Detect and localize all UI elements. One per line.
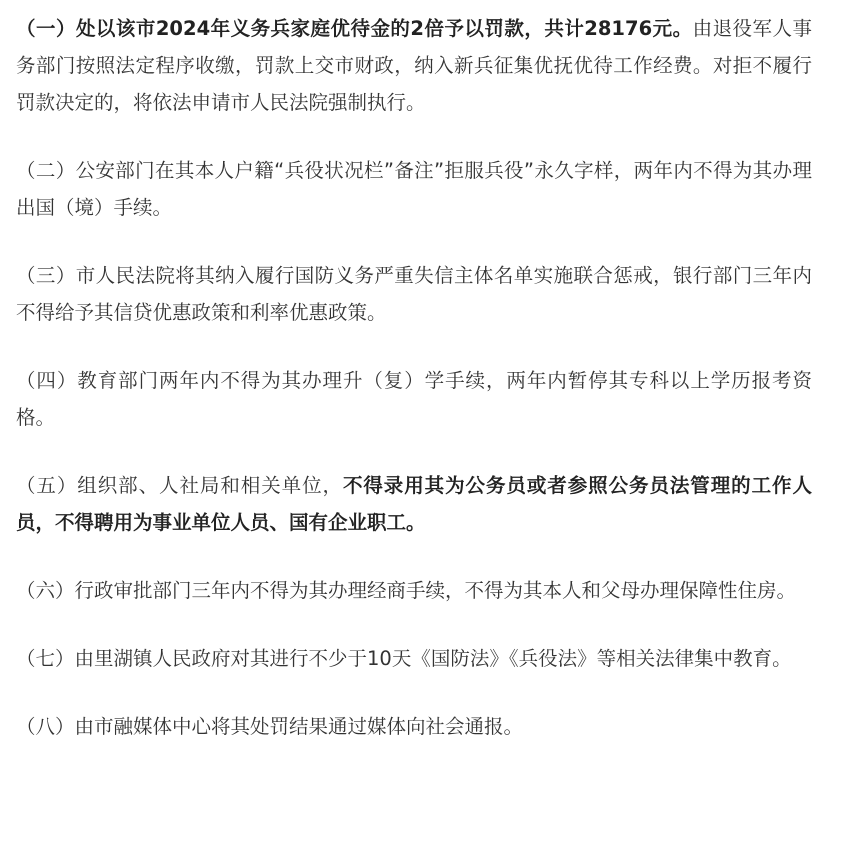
paragraph-3-text: （三）市人民法院将其纳入履行国防义务严重失信主体名单实施联合惩戒，银行部门三年内不得给予其信贷优惠政策和利率优惠政策。 bbox=[16, 264, 812, 324]
paragraph-5-bold: 不得录用其为公务员或者参照公务员法管理的工作人员，不得聘用为事业单位人员、国有企业职工。 bbox=[16, 474, 812, 534]
paragraph-6 bbox=[16, 572, 812, 609]
article-body bbox=[16, 10, 812, 745]
paragraph-1 bbox=[16, 10, 812, 121]
paragraph-7-text: （七）由里湖镇人民政府对其进行不少于10天《国防法》《兵役法》等相关法律集中教育。 bbox=[16, 647, 792, 670]
paragraph-1-bold: （一）处以该市2024年义务兵家庭优待金的2倍予以罚款，共计28176元。 bbox=[16, 17, 693, 40]
paragraph-2 bbox=[16, 152, 812, 226]
paragraph-8-text: （八）由市融媒体中心将其处罚结果通过媒体向社会通报。 bbox=[16, 715, 524, 738]
paragraph-5 bbox=[16, 467, 812, 541]
paragraph-6-text: （六）行政审批部门三年内不得为其办理经商手续，不得为其本人和父母办理保障性住房。 bbox=[16, 579, 797, 602]
paragraph-1-text: 由退役军人事务部门按照法定程序收缴，罚款上交市财政，纳入新兵征集优抚优待工作经费。对拒不履行罚款决定的，将依法申请市人民法院强制执行。 bbox=[16, 17, 812, 114]
paragraph-4-text: （四）教育部门两年内不得为其办理升（复）学手续，两年内暂停其专科以上学历报考资格。 bbox=[16, 369, 812, 429]
paragraph-7 bbox=[16, 640, 812, 677]
paragraph-3 bbox=[16, 257, 812, 331]
paragraph-8 bbox=[16, 708, 812, 745]
paragraph-4 bbox=[16, 362, 812, 436]
paragraph-2-text: （二）公安部门在其本人户籍“兵役状况栏”备注”拒服兵役”永久字样，两年内不得为其办理出国（境）手续。 bbox=[16, 159, 812, 219]
paragraph-5-text: （五）组织部、人社局和相关单位， bbox=[16, 474, 343, 497]
